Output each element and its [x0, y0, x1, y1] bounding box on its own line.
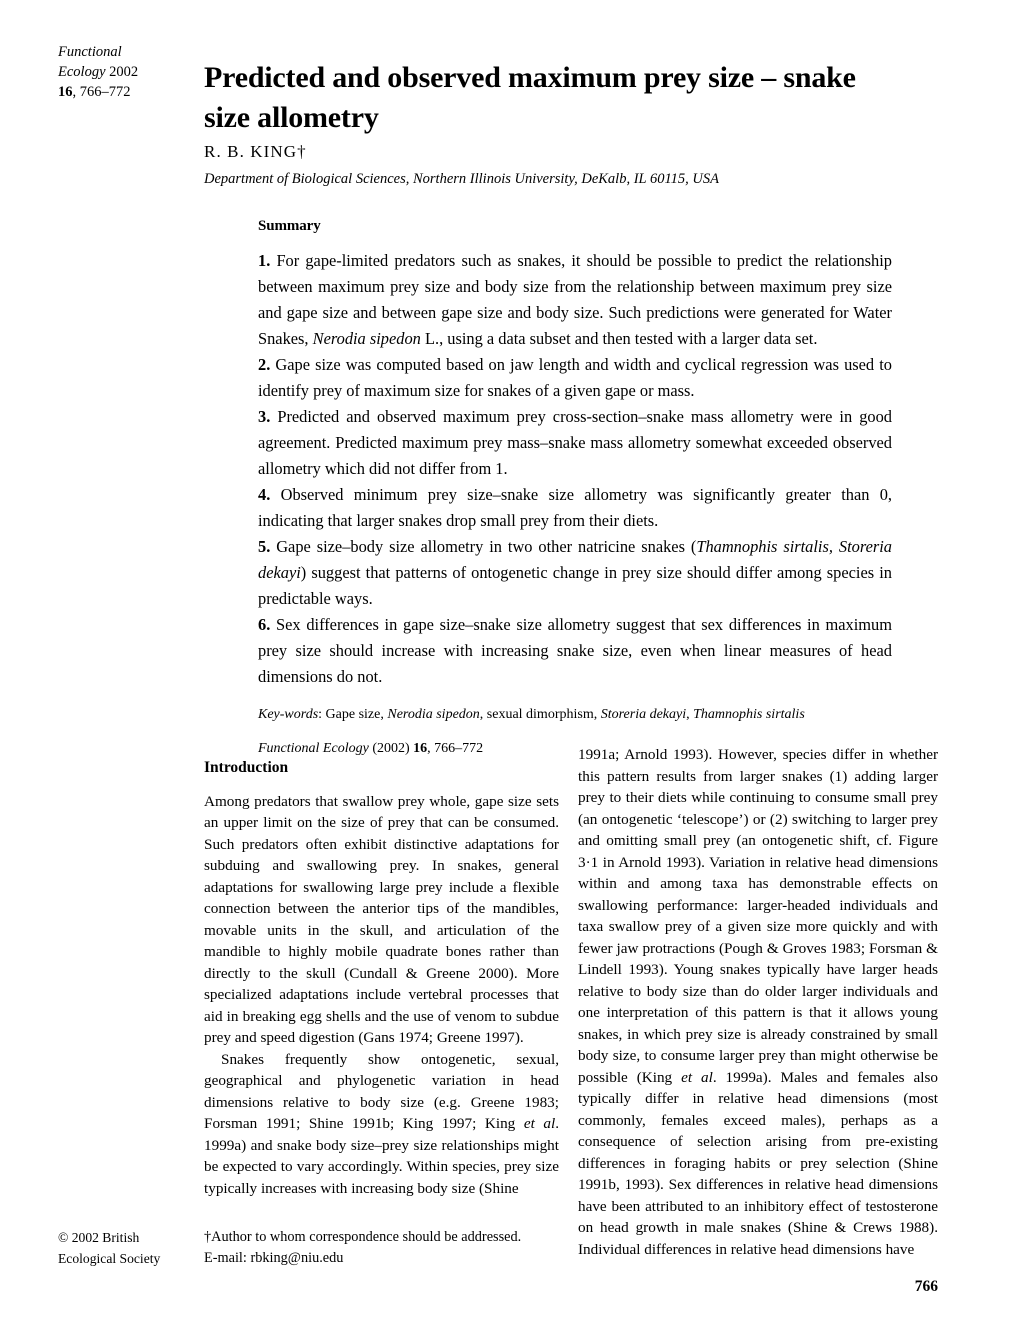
summary-point-italic: Thamnophis sirtalis, Storeria dekayi — [258, 537, 893, 582]
journal-name-line2 — [58, 62, 188, 82]
page-title: Predicted and observed maximum prey size – snake size allometry — [204, 61, 856, 135]
keyword-species-2: Storeria dekayi — [600, 707, 687, 722]
citation-pages: , 766–772 — [427, 741, 484, 756]
copyright-line-2: Ecological Society — [58, 1251, 161, 1266]
intro-paragraph-1: Among predators that swallow prey whole, gape size sets an upper limit on the size of prey that can be consumed. Such predators often exhibit distinctive adaptations for subduing and swallowing prey. In snakes, general adaptations for swallowing large prey include a flexible connection between the anterior tips of the mandibles, movable units in the skull, and articulation of the mandible to highly mobile quadrate bones rather than directly to the skull (Cundall & Greene 2000). More specialized adaptations include vertebral processes that aid in breaking egg shells and the use of venom to subdue prey and speed digestion (Gans 1974; Greene 1997). — [204, 792, 559, 1046]
summary-point-text-tail: L., using a data subset and then tested with a larger data set. — [420, 329, 818, 348]
citation-journal: Functional Ecology — [258, 741, 369, 756]
page-number: 766 — [914, 1278, 938, 1295]
summary-point — [258, 404, 892, 482]
author-footnote — [204, 1227, 564, 1269]
summary-point-number: 6. — [258, 615, 271, 634]
summary-point — [258, 534, 892, 612]
summary-point — [258, 482, 892, 534]
summary-point-number: 3. — [258, 407, 271, 426]
summary-point — [258, 248, 892, 352]
summary-point-text: Sex differences in gape size–snake size allometry suggest that sex differences in maximum prey size should increase with increasing snake size, even when linear measures of head dimensions do not. — [258, 615, 892, 686]
footnote-correspondence: †Author to whom correspondence should be addressed. — [204, 1229, 522, 1245]
volume-sep: , — [72, 84, 80, 100]
et-al-italic: et al — [523, 1115, 556, 1132]
summary-point-number: 2. — [258, 355, 271, 374]
keywords-line — [258, 704, 892, 726]
body-column-left — [204, 757, 559, 1199]
footnote-email: E-mail: rbking@niu.edu — [204, 1250, 344, 1266]
author-name: R. B. KING† — [204, 142, 307, 161]
journal-name-line1: Functional — [58, 44, 122, 60]
journal-volume: 16 — [58, 84, 73, 100]
summary-heading: Summary — [258, 218, 321, 234]
journal-year-value: 2002 — [109, 64, 139, 80]
summary-point-text: For gape-limited predators such as snakes, it should be possible to predict the relationship between maximum prey size and body size from the relationship between maximum prey size and gape size and between gape size and body size. Such predictions were generated for Water Snakes, — [258, 251, 892, 348]
summary-point-text: Gape size was computed based on jaw length and width and cyclical regression was used to identify prey of maximum size for snakes of a given gape or mass. — [258, 355, 892, 400]
body-column-right — [578, 744, 938, 1260]
author-affiliation: Department of Biological Sciences, Northern Illinois University, DeKalb, IL 60115, USA — [204, 171, 719, 187]
summary-point — [258, 612, 892, 690]
journal-volume-pages — [58, 82, 188, 102]
journal-pages: 766–772 — [79, 84, 131, 100]
summary-point-text-tail: ) suggest that patterns of ontogenetic change in prey size should differ among species in predictable ways. — [258, 563, 892, 608]
citation-year: (2002) — [368, 741, 414, 756]
summary-point-italic: Nerodia sipedon — [312, 329, 421, 348]
running-head — [58, 42, 188, 102]
copyright-block — [58, 1227, 208, 1269]
summary-point-number: 4. — [258, 485, 271, 504]
journal-name-part: Ecology — [58, 64, 106, 80]
keywords-text-c: , — [686, 707, 694, 722]
right-text-b: . 1999a). Males and females also typically differ in relative head dimensions (most commonly, females exceed males), perhaps as a consequence of selection arising from pre-existing differences in foraging habits or prey selection (Shine 1991b, 1993). Sex differences in relative head dimensions have been attributed to an inhibitory effect of testosterone on head growth in male snakes (Shine & Crews 1988). Individual differences in relative head dimensions have — [578, 1068, 938, 1258]
keywords-text-a: : Gape size, — [318, 707, 388, 722]
summary-point-number: 1. — [258, 251, 271, 270]
section-heading-introduction: Introduction — [204, 759, 289, 776]
keywords-label: Key-words — [258, 707, 319, 722]
keywords-text-b: , sexual dimorphism, — [479, 707, 601, 722]
summary-point-text: Gape size–body size allometry in two other natricine snakes ( — [276, 537, 697, 556]
summary-point-text: Predicted and observed maximum prey cross-section–snake mass allometry were in good agreement. Predicted maximum prey mass–snake mass allometry somewhat exceeded observed allometry which did not differ from 1. — [258, 407, 892, 478]
summary-point — [258, 352, 892, 404]
right-text-a: 1991a; Arnold 1993). However, species differ in whether this pattern results from larger snakes (1) adding larger prey to their diets while continuing to consume small prey (an ontogenetic ‘telescope’) or (2) switching to larger prey and omitting small prey (an ontogenetic shift, cf. Figure 3·1 in Arnold 1993). Variation in relative head dimensions within and among taxa has demonstrable effects on swallowing performance: larger-headed individuals and taxa swallow prey of a given size more quickly and with fewer jaw protractions (Pough & Groves 1983; Forsman & Lindell 1993). Young snakes typically have larger heads relative to body size than do older larger individuals and one interpretation of this pattern is that it allows young snakes, in which prey size is already constrained by small body size, to consume larger prey than might otherwise be possible (King — [578, 746, 938, 1086]
summary-point-text: Observed minimum prey size–snake size allometry was significantly greater than 0, indicating that larger snakes drop small prey from their diets. — [258, 485, 893, 530]
citation-volume: 16 — [413, 741, 428, 756]
intro-paragraph-continued — [578, 744, 938, 1260]
summary-point-number: 5. — [258, 537, 271, 556]
intro-paragraph-2-text-a: Snakes frequently show ontogenetic, sexual, geographical and phylogenetic variation in head dimensions relative to body size (e.g. Greene 1983; Forsman 1991; Shine 1991b; King 1997; King — [204, 1050, 559, 1132]
et-al-italic: et al — [681, 1068, 713, 1086]
intro-paragraph-2 — [204, 1049, 559, 1200]
copyright-line-1: © 2002 British — [58, 1230, 140, 1245]
summary-section — [258, 218, 892, 760]
keyword-species-1: Nerodia sipedon — [387, 707, 480, 722]
keyword-species-3: Thamnophis sirtalis — [693, 707, 805, 722]
intro-paragraph-2-text-b: . 1999a) and snake body size–prey size relationships might be expected to vary accordingly. Within species, prey size typically increases with increasing body size (Shine — [204, 1115, 559, 1197]
